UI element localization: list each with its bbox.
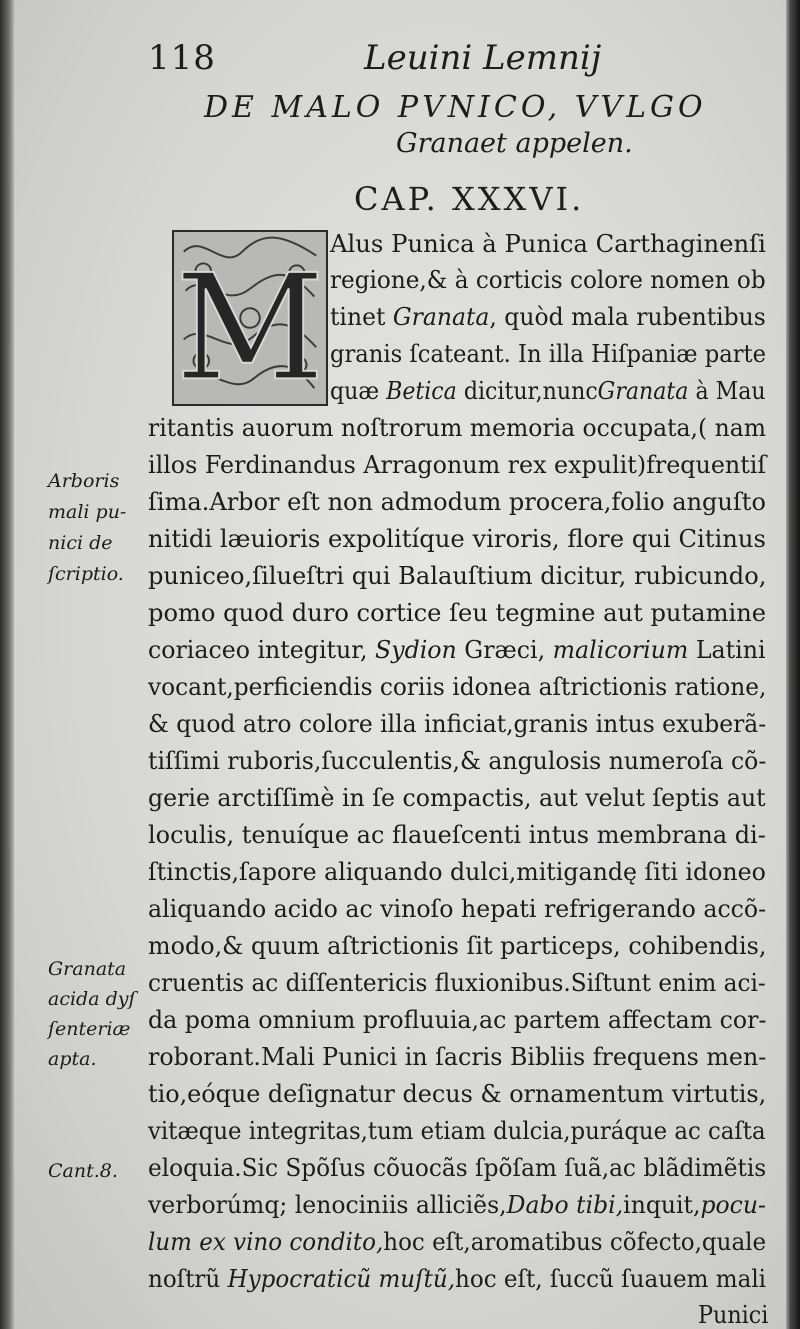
body-span: roborant.Mali Punici in ſacris Bibliis frequens men- <box>148 1042 767 1071</box>
body-line <box>148 1116 766 1145</box>
body-span: illos Ferdinandus Arragonum rex expulit)frequentiſ <box>148 450 767 479</box>
margin-note-line: mali pu- <box>48 501 127 523</box>
body-span: noſtrũ <box>148 1264 228 1293</box>
body-span: pomo quod duro cortice ſeu tegmine aut putamine <box>148 598 767 627</box>
margin-note-line: Cant.8. <box>48 1160 118 1182</box>
body-line <box>148 413 767 442</box>
body-italic-span: Betica <box>386 376 457 405</box>
body-span: tio,eóque deſignatur decus & ornamentum virtutis, <box>148 1079 767 1108</box>
body-line <box>148 524 766 553</box>
body-line <box>148 635 766 664</box>
body-span: tinet <box>330 302 393 331</box>
body-italic-span: Granata <box>597 376 689 405</box>
page-edge-right <box>786 0 800 1329</box>
body-line <box>148 1227 767 1256</box>
body-span: ritantis auorum noſtrorum memoria occupata,( nam <box>148 413 767 442</box>
body-line <box>148 1079 767 1108</box>
body-span: , quòd mala rubentibus <box>489 302 766 331</box>
body-line <box>698 1300 769 1329</box>
page-number: 118 <box>148 38 216 78</box>
body-line <box>148 561 767 590</box>
body-line <box>148 1005 767 1034</box>
body-span: hoc eſt,aromatibus cõfecto,quale <box>383 1227 767 1256</box>
running-head: Leuini Lemnij <box>364 38 602 78</box>
margin-note-line: ſenteriæ <box>48 1018 131 1040</box>
margin-note-line: ſcriptio. <box>48 563 124 585</box>
body-italic-span: Granata <box>392 302 490 331</box>
body-span: cruentis ac diſſentericis fluxionibus.Siſtunt enim aci- <box>148 968 766 997</box>
margin-note-line: Arboris <box>48 470 120 492</box>
body-span: ſima.Arbor eſt non admodum procera,folio anguſto <box>148 487 766 516</box>
page-edge-left <box>0 0 14 1329</box>
body-span: Alus Punica à Punica Carthaginenſi <box>330 229 766 258</box>
body-span: inquit, <box>623 1190 701 1219</box>
body-span: & quod atro colore illa inficiat,granis intus exuberã- <box>148 709 767 738</box>
body-span: loculis, tenuíque ac flaueſcenti intus membrana di- <box>148 820 766 849</box>
body-italic-span: pocu- <box>700 1190 766 1219</box>
body-italic-span: Hypocraticũ muſtũ, <box>227 1264 456 1293</box>
body-span: quæ <box>330 376 387 405</box>
body-line <box>148 1042 767 1071</box>
body-line <box>148 598 767 627</box>
body-span: Græci, <box>456 635 553 664</box>
body-italic-span: malicorium <box>552 635 689 664</box>
decorated-initial <box>172 230 328 406</box>
body-line <box>148 968 766 997</box>
body-span: modo,& quum aſtrictionis ſit particeps, cohibendis, <box>148 931 767 960</box>
body-line <box>148 709 767 738</box>
body-span: granis ſcateant. In illa Hiſpaniæ parte <box>330 339 767 368</box>
body-line <box>148 1190 766 1219</box>
book-page <box>14 0 786 1329</box>
body-line <box>330 376 766 405</box>
body-line <box>330 302 766 331</box>
body-line <box>148 746 767 775</box>
body-span: da poma omnium profluuia,ac partem affectam cor- <box>148 1005 767 1034</box>
margin-note-line: Granata <box>48 958 127 980</box>
body-span: gerie arctiſſimè in ſe compactis, aut velut ſeptis aut <box>148 783 766 812</box>
body-italic-span: Dabo tibi, <box>506 1190 624 1219</box>
body-line <box>330 229 766 258</box>
margin-note-line: nici de <box>48 532 113 554</box>
body-span: à Mau <box>688 376 766 405</box>
body-line <box>148 1264 767 1293</box>
body-span: dicitur,nunc <box>456 376 598 405</box>
body-line <box>148 894 767 923</box>
body-line <box>330 339 767 368</box>
body-span: hoc eſt, ſuccũ ſuauem mali <box>455 1264 767 1293</box>
body-line <box>148 672 767 701</box>
body-line <box>148 450 767 479</box>
chapter-title-line-1: DE MALO PVNICO, VVLGO <box>204 90 707 125</box>
body-italic-span: Sydion <box>375 635 457 664</box>
chapter-title-line-2: Granaet appelen. <box>396 128 633 159</box>
body-span: vitæque integritas,tum etiam dulcia,puráque ac caſta <box>148 1116 766 1145</box>
body-line <box>148 783 766 812</box>
body-span: regione,& à corticis colore nomen ob <box>330 265 766 294</box>
body-span: coriaceo integitur, <box>148 635 376 664</box>
body-line <box>148 820 766 849</box>
body-line <box>148 487 766 516</box>
body-span: eloquia.Sic Spõſus cõuocãs ſpõſam ſuã,ac blãdimẽtis <box>148 1153 767 1182</box>
initial-letter: M <box>175 243 325 404</box>
body-span: verborúmq; lenociniis alliciẽs, <box>148 1190 507 1219</box>
body-span: vocant,perficiendis coriis idonea aſtrictionis ratione, <box>148 672 767 701</box>
body-line <box>148 857 766 886</box>
body-span: aliquando acido ac vinoſo hepati refrigerando accõ- <box>148 894 767 923</box>
chapter-number: CAP. XXXVI. <box>354 180 585 218</box>
body-span: Punici <box>698 1300 769 1329</box>
body-line <box>148 1153 767 1182</box>
body-span: ſtinctis,ſapore aliquando dulci,mitigandę ſiti idoneo <box>148 857 766 886</box>
body-span: nitidi læuioris expolitíque viroris, flore qui Citinus <box>148 524 766 553</box>
body-line <box>330 265 766 294</box>
decorated-initial-art <box>174 232 326 404</box>
body-span: Latini <box>688 635 766 664</box>
body-italic-span: lum ex vino condito, <box>148 1227 384 1256</box>
margin-note-line: apta. <box>48 1048 97 1070</box>
body-span: tiſſimi ruboris,ſucculentis,& angulosis numeroſa cõ- <box>148 746 767 775</box>
margin-note-line: acida dyſ <box>48 988 136 1010</box>
body-line <box>148 931 767 960</box>
body-span: puniceo,ſilueſtri qui Balauſtium dicitur, rubicundo, <box>148 561 767 590</box>
